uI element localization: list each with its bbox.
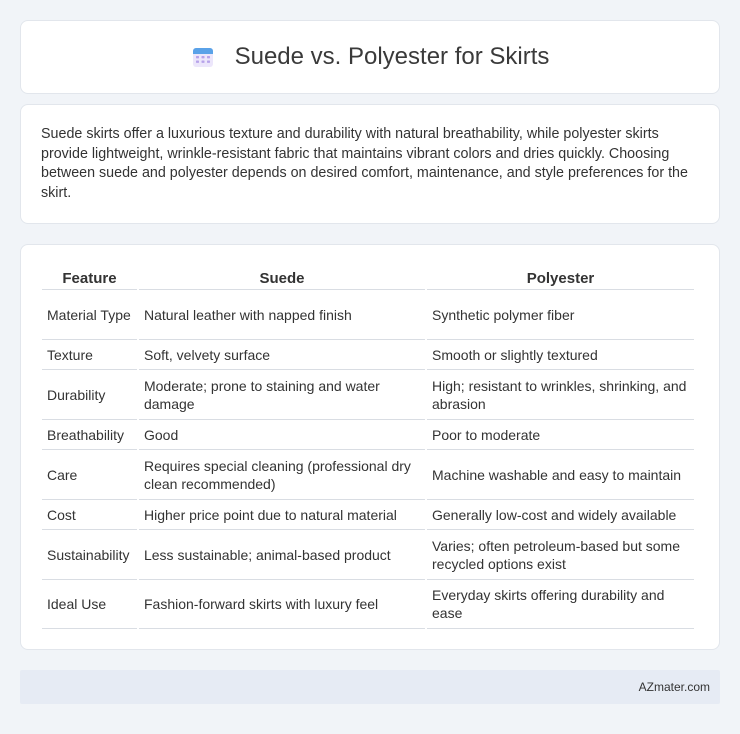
table-row: [42, 450, 694, 500]
feature-cell: Texture: [42, 340, 137, 370]
title-card: [20, 20, 720, 94]
suede-cell: Less sustainable; animal-based product: [139, 530, 425, 580]
header-suede: Suede: [139, 265, 425, 290]
polyester-cell: High; resistant to wrinkles, shrinking, and abrasion: [427, 370, 694, 420]
suede-cell: Requires special cleaning (professional dry clean recommended): [139, 450, 425, 500]
polyester-cell: Varies; often petroleum-based but some recycled options exist: [427, 530, 694, 580]
suede-cell: Higher price point due to natural material: [139, 500, 425, 530]
feature-cell: Durability: [42, 370, 137, 420]
table-row: [42, 420, 694, 450]
feature-cell: Care: [42, 450, 137, 500]
comparison-table-card: [20, 244, 720, 650]
table-row: [42, 580, 694, 629]
table-row: [42, 500, 694, 530]
table-row: [42, 290, 694, 340]
footer: [20, 670, 720, 704]
suede-cell: Moderate; prone to staining and water damage: [139, 370, 425, 420]
page-title: Suede vs. Polyester for Skirts: [234, 43, 550, 70]
polyester-cell: Generally low-cost and widely available: [427, 500, 694, 530]
comparison-table: [40, 265, 696, 629]
feature-cell: Material Type: [42, 290, 137, 340]
table-header-row: [42, 265, 694, 290]
intro-card: [20, 104, 720, 224]
header-polyester: Polyester: [427, 265, 694, 290]
polyester-cell: Poor to moderate: [427, 420, 694, 450]
suede-cell: Good: [139, 420, 425, 450]
polyester-cell: Smooth or slightly textured: [427, 340, 694, 370]
header-feature: Feature: [42, 265, 137, 290]
suede-cell: Natural leather with napped finish: [139, 290, 425, 340]
polyester-cell: Everyday skirts offering durability and ease: [427, 580, 694, 629]
table-row: [42, 340, 694, 370]
feature-cell: Sustainability: [42, 530, 137, 580]
suede-cell: Soft, velvety surface: [139, 340, 425, 370]
feature-cell: Cost: [42, 500, 137, 530]
calendar-icon: [191, 45, 215, 69]
suede-cell: Fashion-forward skirts with luxury feel: [139, 580, 425, 629]
intro-text: Suede skirts offer a luxurious texture and durability with natural breathability, while polyester skirts provide lightweight, wrinkle-resistant fabric that maintains vibrant colors and dries quickly. Choosing between suede and polyester depends on desired comfort, maintenance, and style preferences for the skirt.: [41, 126, 688, 201]
feature-cell: Ideal Use: [42, 580, 137, 629]
polyester-cell: Synthetic polymer fiber: [427, 290, 694, 340]
table-row: [42, 530, 694, 580]
feature-cell: Breathability: [42, 420, 137, 450]
footer-brand[interactable]: AZmater.com: [638, 680, 710, 694]
table-row: [42, 370, 694, 420]
polyester-cell: Machine washable and easy to maintain: [427, 450, 694, 500]
